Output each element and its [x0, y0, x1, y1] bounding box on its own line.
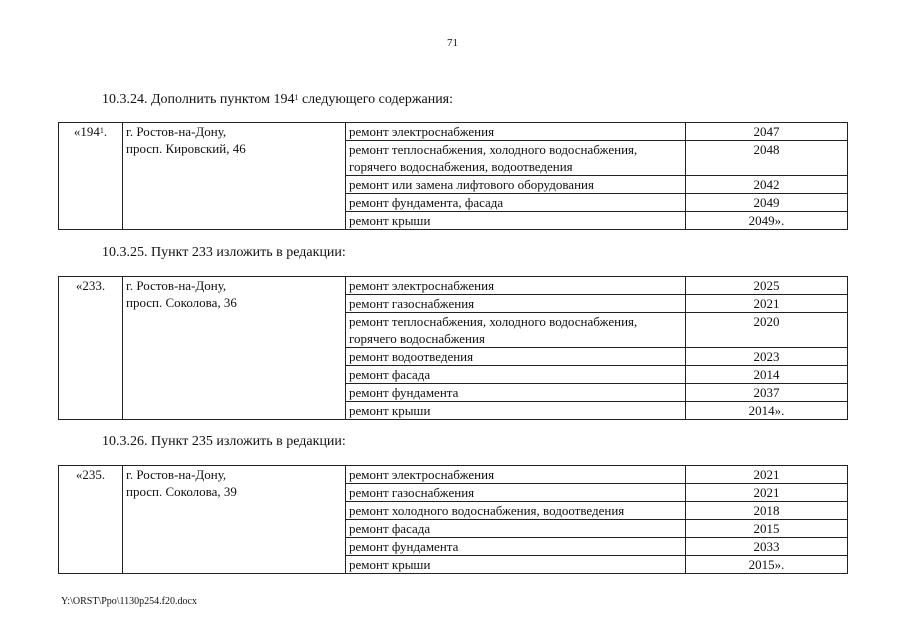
address-cell: г. Ростов-на-Дону, просп. Кировский, 46	[123, 123, 346, 230]
year-cell: 2014	[686, 366, 848, 384]
work-type-cell: ремонт крыши	[346, 212, 686, 230]
works-table	[58, 276, 848, 420]
table-row	[59, 123, 848, 141]
work-type-cell: ремонт крыши	[346, 402, 686, 420]
work-type-cell: ремонт газоснабжения	[346, 484, 686, 502]
year-cell: 2023	[686, 348, 848, 366]
year-cell: 2049	[686, 194, 848, 212]
work-type-cell: ремонт электроснабжения	[346, 466, 686, 484]
work-type-cell: ремонт фундамента	[346, 538, 686, 556]
work-type-cell: ремонт электроснабжения	[346, 123, 686, 141]
item-number: «233.	[75, 278, 106, 293]
address-cell: г. Ростов-на-Дону, просп. Соколова, 39	[123, 466, 346, 574]
section-heading-text-end: следующего содержания:	[298, 92, 454, 107]
work-type-cell: ремонт фундамента	[346, 384, 686, 402]
work-type-cell: ремонт или замена лифтового оборудования	[346, 176, 686, 194]
work-type-cell: ремонт фасада	[346, 366, 686, 384]
work-type-cell: ремонт холодного водоснабжения, водоотведения	[346, 502, 686, 520]
year-cell: 2025	[686, 277, 848, 295]
item-number: «194	[73, 124, 100, 139]
year-cell: 2021	[686, 484, 848, 502]
work-type-cell: ремонт фасада	[346, 520, 686, 538]
year-cell: 2021	[686, 295, 848, 313]
section-heading-text: 10.3.26. Пункт 235 изложить в редакции:	[102, 434, 346, 449]
year-cell: 2048	[686, 141, 848, 176]
work-type-cell: ремонт фундамента, фасада	[346, 194, 686, 212]
year-cell: 2018	[686, 502, 848, 520]
item-number-suffix: .	[103, 124, 108, 139]
item-number-cell	[59, 466, 123, 574]
year-cell: 2049».	[686, 212, 848, 230]
item-number: «235.	[75, 467, 106, 482]
year-cell: 2037	[686, 384, 848, 402]
work-type-cell: ремонт электроснабжения	[346, 277, 686, 295]
address-cell: г. Ростов-на-Дону, просп. Соколова, 36	[123, 277, 346, 420]
item-number-cell	[59, 277, 123, 420]
year-cell: 2014».	[686, 402, 848, 420]
work-type-cell: ремонт теплоснабжения, холодного водоснабжения, горячего водоснабжения	[346, 313, 686, 348]
year-cell: 2020	[686, 313, 848, 348]
section-heading	[102, 92, 453, 108]
section-heading-text: 10.3.24. Дополнить пунктом 194	[102, 92, 295, 107]
work-type-cell: ремонт водоотведения	[346, 348, 686, 366]
section-heading	[102, 434, 346, 450]
year-cell: 2042	[686, 176, 848, 194]
table-row	[59, 277, 848, 295]
work-type-cell: ремонт теплоснабжения, холодного водоснабжения, горячего водоснабжения, водоотведения	[346, 141, 686, 176]
works-table	[58, 122, 848, 230]
item-number-superscript: 1	[99, 126, 104, 135]
year-cell: 2021	[686, 466, 848, 484]
year-cell: 2015».	[686, 556, 848, 574]
year-cell: 2047	[686, 123, 848, 141]
table-row	[59, 466, 848, 484]
year-cell: 2015	[686, 520, 848, 538]
section-heading	[102, 245, 346, 261]
work-type-cell: ремонт газоснабжения	[346, 295, 686, 313]
item-number-cell	[59, 123, 123, 230]
footer-file-path: Y:\ORST\Ppo\1130p254.f20.docx	[61, 596, 197, 607]
work-type-cell: ремонт крыши	[346, 556, 686, 574]
page-number: 71	[447, 37, 458, 49]
year-cell: 2033	[686, 538, 848, 556]
works-table	[58, 465, 848, 574]
section-heading-text: 10.3.25. Пункт 233 изложить в редакции:	[102, 245, 346, 260]
section-heading-superscript: 1	[294, 93, 299, 102]
